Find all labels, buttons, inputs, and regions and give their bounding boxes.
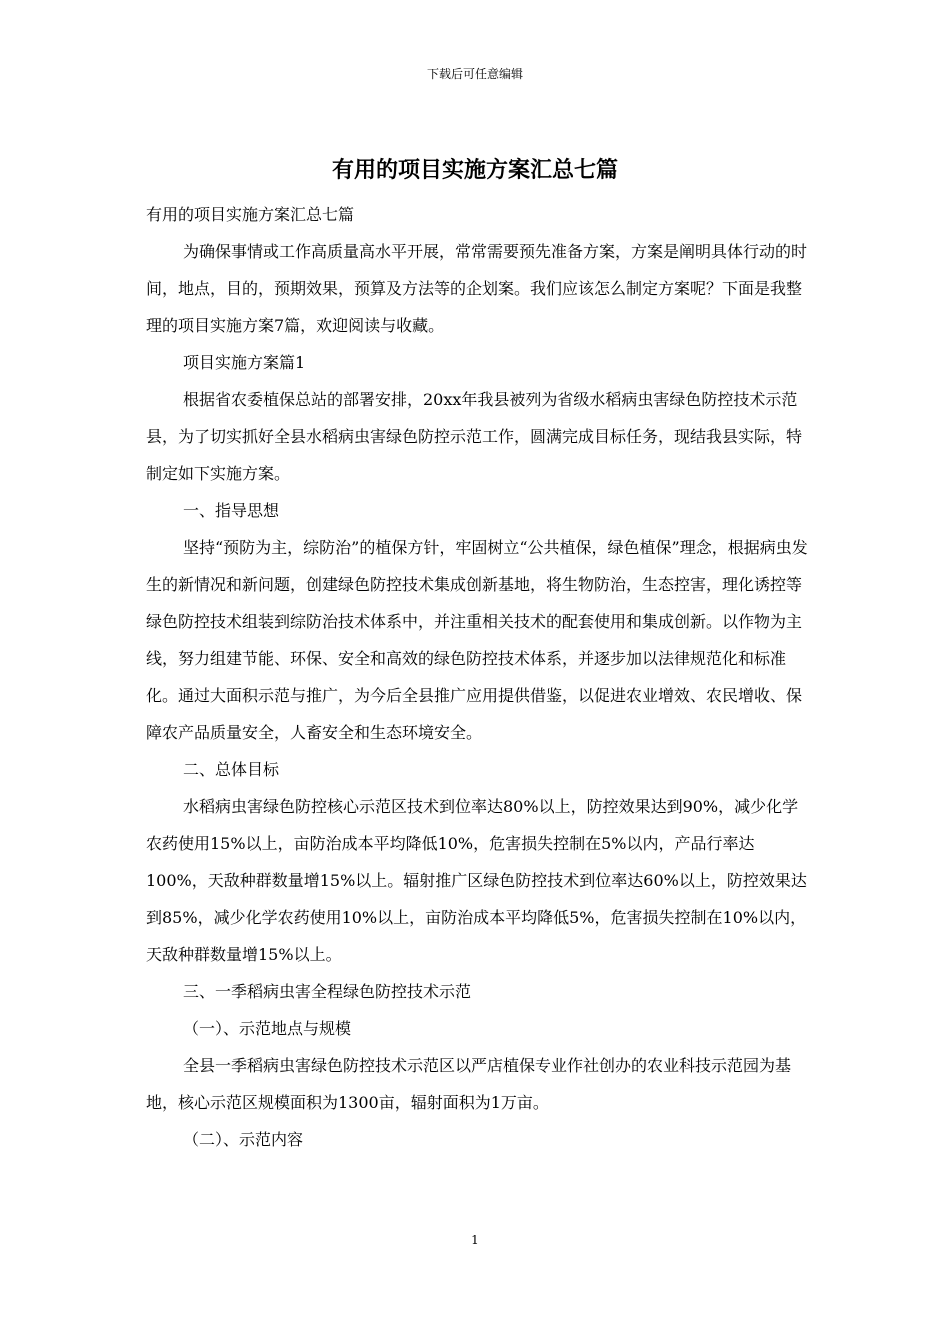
- document-title: 有用的项目实施方案汇总七篇: [331, 157, 618, 183]
- section-heading-demonstration: 三、一季稻病虫害全程绿色防控技术示范: [183, 982, 472, 1001]
- subtitle-paragraph: 有用的项目实施方案汇总七篇: [146, 205, 355, 224]
- subsection-heading-location-scale: （一）、示范地点与规模: [183, 1019, 352, 1038]
- section-heading-plan-1: 项目实施方案篇1: [183, 353, 306, 372]
- body-paragraph: 根据省农委植保总站的部署安排，20xx年我县被列为省级水稻病虫害绿色防控技术示范县，为了切实抓好全县水稻病虫害绿色防控示范工作，圆满完成目标任务，现结我县实际，特制定如下实施方案。: [146, 390, 803, 483]
- subsection-heading-content: （二）、示范内容: [183, 1130, 304, 1149]
- intro-paragraph: 为确保事情或工作高质量高水平开展，常常需要预先准备方案，方案是阐明具体行动的时间，地点，目的，预期效果，预算及方法等的企划案。我们应该怎么制定方案呢？下面是我整理的项目实施方案7篇，欢迎阅读与收藏。: [146, 242, 808, 335]
- header-note: 下载后可任意编辑: [426, 67, 523, 81]
- body-paragraph: 水稻病虫害绿色防控核心示范区技术到位率达80%以上，防控效果达到90%，减少化学农药使用15%以上，亩防治成本平均降低10%，危害损失控制在5%以内，产品行率达100%，天敌种群数量增15%以上。辐射推广区绿色防控技术到位率达60%以上，防控效果达到85%，减少化学农药使用10%以上，亩防治成本平均降低5%，危害损失控制在10%以内，天敌种群数量增15%以上。: [146, 797, 807, 964]
- page-number: 1: [471, 1233, 479, 1247]
- body-paragraph: 全县一季稻病虫害绿色防控技术示范区以严店植保专业作社创办的农业科技示范园为基地，核心示范区规模面积为1300亩，辐射面积为1万亩。: [146, 1056, 792, 1112]
- body-paragraph: 坚持“预防为主，综防治”的植保方针，牢固树立“公共植保，绿色植保”理念，根据病虫发生的新情况和新问题，创建绿色防控技术集成创新基地，将生物防治，生态控害，理化诱控等绿色防控技术组装到综防治技术体系中，并注重相关技术的配套使用和集成创新。以作物为主线，努力组建节能、环保、安全和高效的绿色防控技术体系，并逐步加以法律规范化和标准化。通过大面积示范与推广，为今后全县推广应用提供借鉴，以促进农业增效、农民增收、保障农产品质量安全，人畜安全和生态环境安全。: [146, 538, 808, 742]
- document-body: [146, 196, 808, 1158]
- section-heading-guiding-ideology: 一、指导思想: [183, 501, 280, 520]
- section-heading-overall-goal: 二、总体目标: [183, 760, 280, 779]
